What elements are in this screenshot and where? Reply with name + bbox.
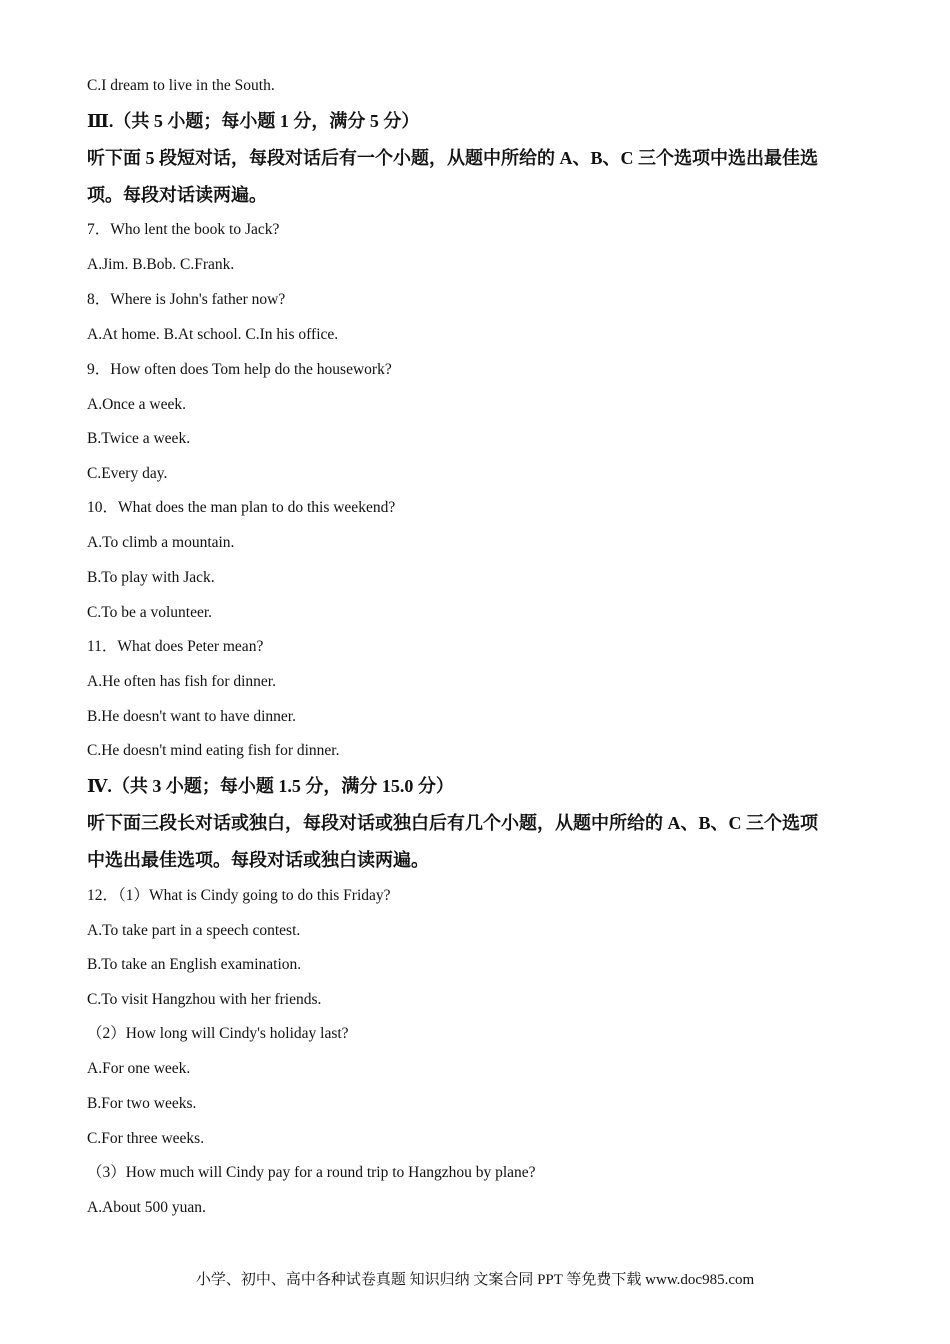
option-text: C.To visit Hangzhou with her friends. bbox=[87, 991, 322, 1008]
option-text: B.For two weeks. bbox=[87, 1095, 197, 1112]
option-text: C.He doesn't mind eating fish for dinner. bbox=[87, 742, 340, 759]
option-text: A.About 500 yuan. bbox=[87, 1199, 206, 1216]
section-instructions: 听下面 5 段短对话，每段对话后有一个小题，从题中所给的 A、B、C 三个选项中选出最佳选 bbox=[87, 148, 818, 168]
section-heading: Ⅳ.（共 3 小题；每小题 1.5 分，满分 15.0 分） bbox=[87, 776, 454, 796]
option-text: A.Jim. B.Bob. C.Frank. bbox=[87, 256, 235, 273]
page-footer: 小学、初中、高中各种试卷真题 知识归纳 文案合同 PPT 等免费下载 www.doc985.com bbox=[195, 1272, 755, 1288]
question-text: 10．What does the man plan to do this weekend? bbox=[87, 499, 396, 516]
option-text: B.To take an English examination. bbox=[87, 956, 302, 973]
option-text: A.To take part in a speech contest. bbox=[87, 922, 301, 939]
question-text: （2）How long will Cindy's holiday last? bbox=[87, 1025, 349, 1042]
question-text: 9．How often does Tom help do the housework? bbox=[87, 361, 392, 378]
section-heading: Ⅲ.（共 5 小题；每小题 1 分，满分 5 分） bbox=[87, 111, 420, 131]
section-instructions: 中选出最佳选项。每段对话或独白读两遍。 bbox=[87, 850, 429, 870]
option-text: A.At home. B.At school. C.In his office. bbox=[87, 326, 339, 343]
question-text: 7．Who lent the book to Jack? bbox=[87, 221, 280, 238]
option-text: C.I dream to live in the South. bbox=[87, 77, 275, 94]
option-text: C.To be a volunteer. bbox=[87, 604, 213, 621]
option-text: C.For three weeks. bbox=[87, 1130, 205, 1147]
option-text: A.For one week. bbox=[87, 1060, 191, 1077]
question-text: 12．（1）What is Cindy going to do this Friday? bbox=[87, 887, 391, 904]
section-instructions: 项。每段对话读两遍。 bbox=[87, 185, 267, 205]
option-text: A.Once a week. bbox=[87, 396, 186, 413]
question-text: 8．Where is John's father now? bbox=[87, 291, 286, 308]
question-text: 11．What does Peter mean? bbox=[87, 638, 264, 655]
option-text: B.He doesn't want to have dinner. bbox=[87, 708, 296, 725]
option-text: B.To play with Jack. bbox=[87, 569, 215, 586]
option-text: C.Every day. bbox=[87, 465, 168, 482]
question-text: （3）How much will Cindy pay for a round trip to Hangzhou by plane? bbox=[87, 1164, 536, 1181]
option-text: B.Twice a week. bbox=[87, 430, 191, 447]
option-text: A.He often has fish for dinner. bbox=[87, 673, 276, 690]
option-text: A.To climb a mountain. bbox=[87, 534, 235, 551]
section-instructions: 听下面三段长对话或独白，每段对话或独白后有几个小题，从题中所给的 A、B、C 三个选项 bbox=[87, 813, 818, 833]
